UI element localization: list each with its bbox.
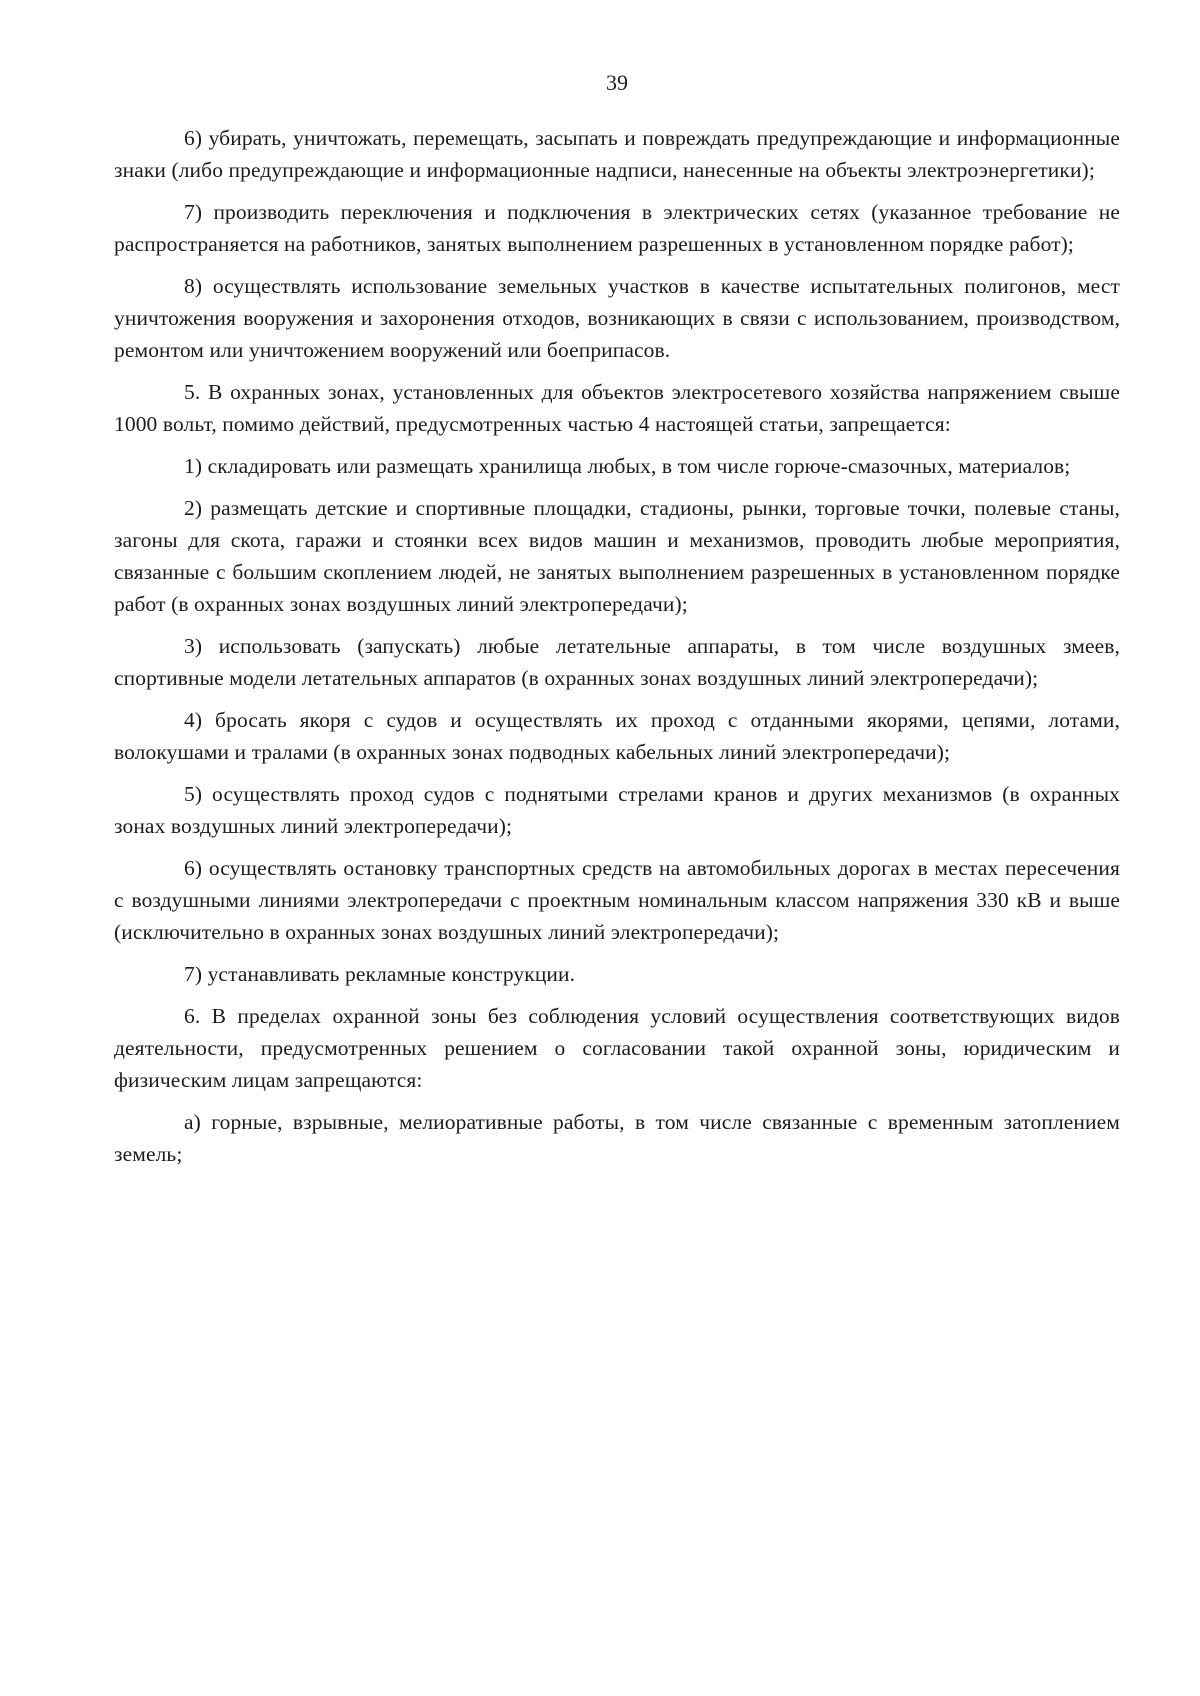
paragraph-item-5-ships: 5) осуществлять проход судов с поднятыми стрелами кранов и других механизмов (в охранных зонах воздушных линий электропередачи); (114, 782, 1120, 838)
paragraph-item-7-advertising: 7) устанавливать рекламные конструкции. (184, 962, 576, 986)
paragraph-item-3-aircraft: 3) использовать (запускать) любые летательные аппараты, в том числе воздушных змеев, спортивные модели летательных аппаратов (в охранных зонах воздушных линий электропередачи); (114, 634, 1120, 690)
paragraph-item-7-switching: 7) производить переключения и подключения в электрических сетях (указанное требование не распространяется на работников, занятых выполнением разрешенных в установленном порядке работ); (114, 200, 1120, 256)
page-number: 39 (606, 70, 628, 95)
paragraph-item-1-storage: 1) складировать или размещать хранилища любых, в том числе горюче-смазочных, материалов; (184, 454, 1071, 478)
document-body (114, 122, 1120, 1170)
paragraph-item-6-signs: 6) убирать, уничтожать, перемещать, засыпать и повреждать предупреждающие и информационные знаки (либо предупреждающие и информационные надписи, нанесенные на объекты электроэнергетики); (114, 126, 1120, 182)
paragraph-item-2-playgrounds: 2) размещать детские и спортивные площадки, стадионы, рынки, торговые точки, полевые станы, загоны для скота, гаражи и стоянки всех видов машин и механизмов, проводить любые мероприятия, связанные с большим скоплением людей, не занятых выполнением разрешенных в установленном порядке работ (в охранных зонах воздушных линий электропередачи); (114, 496, 1120, 616)
paragraph-item-a-mining: а) горные, взрывные, мелиоративные работы, в том числе связанные с временным затоплением земель; (114, 1110, 1120, 1166)
paragraph-clause-5: 5. В охранных зонах, установленных для объектов электросетевого хозяйства напряжением свыше 1000 вольт, помимо действий, предусмотренных частью 4 настоящей статьи, запрещается: (114, 380, 1120, 436)
paragraph-item-8-land-use: 8) осуществлять использование земельных участков в качестве испытательных полигонов, мест уничтожения вооружения и захоронения отходов, возникающих в связи с использованием, производством, ремонтом или уничтожением вооружений или боеприпасов. (114, 274, 1120, 362)
paragraph-item-4-anchors: 4) бросать якоря с судов и осуществлять их проход с отданными якорями, цепями, лотами, волокушами и тралами (в охранных зонах подводных кабельных линий электропередачи); (114, 708, 1120, 764)
paragraph-clause-6: 6. В пределах охранной зоны без соблюдения условий осуществления соответствующих видов деятельности, предусмотренных решением о согласовании такой охранной зоны, юридическим и физическим лицам запрещаются: (114, 1004, 1120, 1092)
paragraph-item-6-vehicles: 6) осуществлять остановку транспортных средств на автомобильных дорогах в местах пересечения с воздушными линиями электропередачи с проектным номинальным классом напряжения 330 кВ и выше (исключительно в охранных зонах воздушных линий электропередачи); (114, 856, 1120, 944)
